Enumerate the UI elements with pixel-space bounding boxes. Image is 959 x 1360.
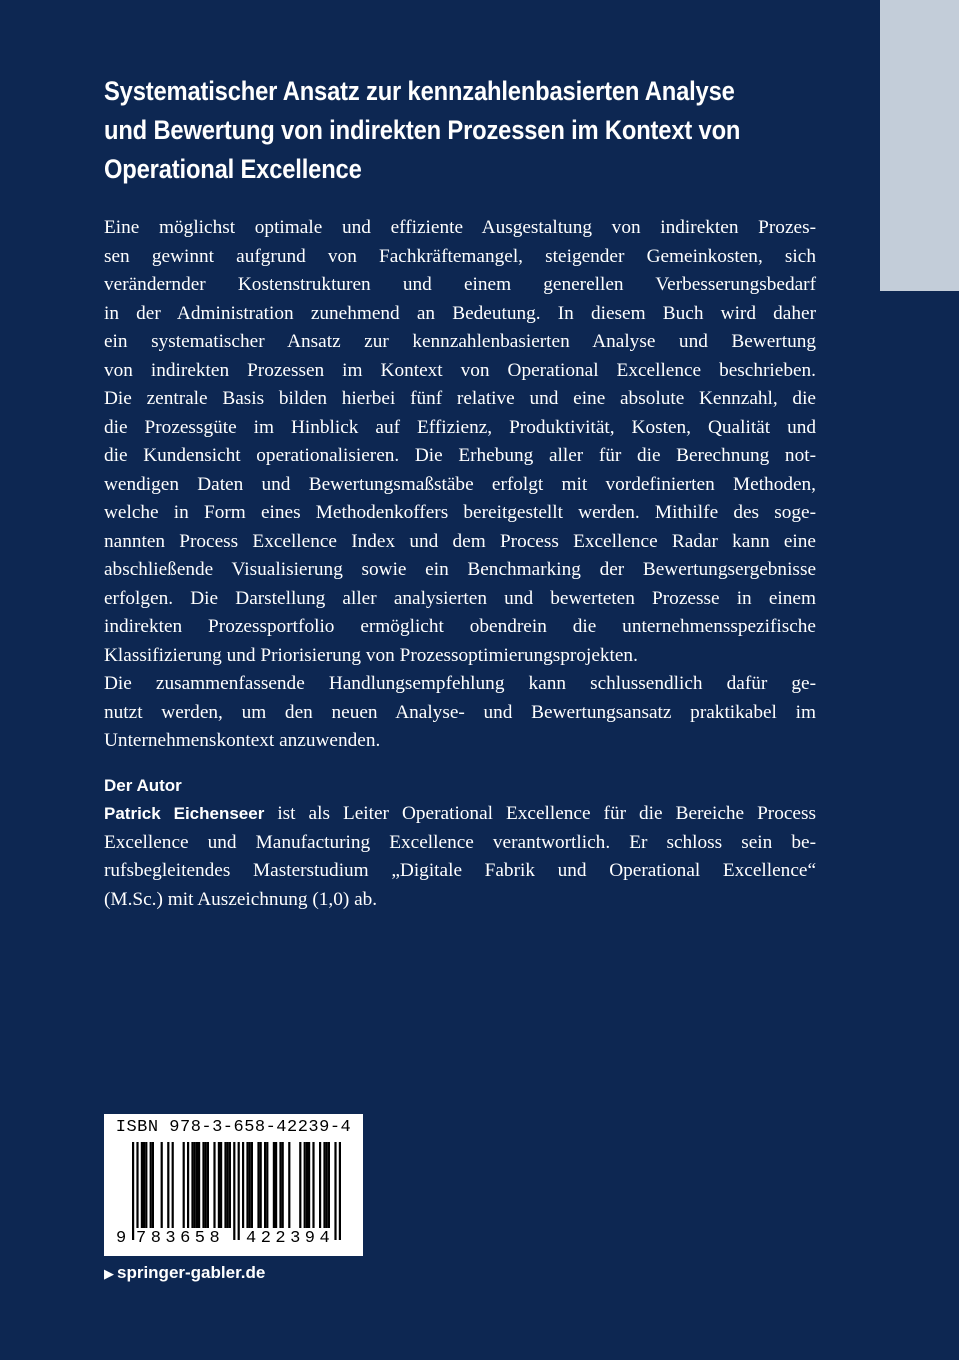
barcode-bar xyxy=(229,1142,231,1228)
publisher-website[interactable] xyxy=(104,1261,265,1286)
title-line: Systematischer Ansatz zur kennzahlenbasierten Analyse xyxy=(104,76,735,106)
author-name: Patrick Eichenseer xyxy=(104,804,265,823)
barcode-bar xyxy=(299,1142,301,1228)
author-bio-line xyxy=(104,800,816,829)
barcode-digit-group: 9 xyxy=(116,1229,127,1248)
barcode-bar xyxy=(145,1142,147,1228)
barcode-bar xyxy=(246,1142,248,1228)
title-line: und Bewertung von indirekten Prozessen im Kontext von xyxy=(104,115,741,145)
description-line: ein systematischer Ansatz zur kennzahlenbasierten Analyse und Bewertung xyxy=(104,331,816,352)
isbn-barcode xyxy=(104,1114,363,1256)
barcode-bar xyxy=(213,1142,215,1228)
barcode-digit-group: 422394 xyxy=(246,1229,335,1248)
barcode-bar xyxy=(224,1142,226,1228)
barcode-bar xyxy=(218,1142,220,1228)
author-bio-line: rufsbegleitendes Masterstudium „Digitale Fabrik und Operational Excellence“ xyxy=(104,860,816,881)
barcode-bar xyxy=(198,1142,200,1228)
barcode-bar xyxy=(132,1142,134,1240)
barcode-bar xyxy=(273,1142,275,1228)
description-line: welche in Form eines Methodenkoffers bereitgestellt werden. Mithilfe des soge- xyxy=(104,502,816,523)
description-line: Eine möglichst optimale und effiziente Ausgestaltung von indirekten Prozes- xyxy=(104,217,816,238)
author-heading: Der Autor xyxy=(104,776,182,795)
author-bio-line: Excellence und Manufacturing Excellence verantwortlich. Er schloss sein be- xyxy=(104,831,816,853)
barcode-bar xyxy=(304,1142,306,1228)
description-line: wendigen Daten und Bewertungsmaßstäbe erfolgt mit vordefinierten Methoden, xyxy=(104,473,816,495)
author-bio-line: (M.Sc.) mit Auszeichnung (1,0) ab. xyxy=(104,888,378,910)
description-line: nutzt werden, um den neuen Analyse- und Bewertungsansatz praktikabel im xyxy=(104,701,816,723)
description-line: erfolgen. Die Darstellung aller analysierten und bewerteten Prozesse in einem xyxy=(104,587,816,609)
barcode-bar xyxy=(306,1142,308,1228)
barcode-bar xyxy=(136,1142,138,1240)
author-bio-text: ist als Leiter Operational Excellence für die Bereiche Process xyxy=(264,803,816,824)
barcode-bar xyxy=(183,1142,185,1228)
barcode-digit-group: 783658 xyxy=(136,1229,225,1248)
barcode-bar xyxy=(288,1142,290,1228)
barcode-bar xyxy=(312,1142,314,1228)
barcode-bar xyxy=(143,1142,145,1228)
author-bio xyxy=(104,800,816,914)
barcode-bar xyxy=(251,1142,253,1228)
barcode-bar xyxy=(242,1142,244,1228)
barcode-bar xyxy=(319,1142,321,1228)
description-line: abschließende Visualisierung sowie ein Benchmarking der Bewertungsergebnisse xyxy=(104,559,816,580)
description-line: Die zentrale Basis bilden hierbei fünf relative und eine absolute Kennzahl, die xyxy=(104,388,816,409)
barcode-bar xyxy=(339,1142,341,1240)
description-line: verändernder Kostenstrukturen und einem generellen Verbesserungsbedarf xyxy=(104,274,816,295)
book-title xyxy=(104,72,741,189)
barcode-bar xyxy=(260,1142,262,1228)
description-line: von indirekten Prozessen im Kontext von Operational Excellence beschrieben. xyxy=(104,359,816,381)
barcode-bar xyxy=(141,1142,143,1228)
barcode-bar xyxy=(308,1142,310,1228)
barcode-bar xyxy=(326,1142,328,1228)
barcode-bar xyxy=(187,1142,189,1228)
description-line: Klassifizierung und Priorisierung von Prozessoptimierungsprojekten. xyxy=(104,644,638,666)
barcode-bar xyxy=(220,1142,222,1228)
barcode-bar xyxy=(194,1142,196,1228)
barcode-bars xyxy=(104,1142,363,1240)
barcode-bar xyxy=(328,1142,330,1228)
barcode-bar xyxy=(172,1142,174,1228)
description-line: indirekten Prozessportfolio ermöglicht obendrein die unternehmensspezifische xyxy=(104,616,816,637)
book-description xyxy=(104,214,816,756)
barcode-bar xyxy=(282,1142,284,1228)
description-line: nannten Process Excellence Index und dem Process Excellence Radar kann eine xyxy=(104,530,816,552)
barcode-bar xyxy=(233,1142,235,1240)
play-arrow-icon: ▶ xyxy=(104,1266,114,1281)
barcode-bar xyxy=(257,1142,259,1228)
title-line: Operational Excellence xyxy=(104,154,362,184)
barcode-bar xyxy=(191,1142,193,1228)
barcode-bar xyxy=(207,1142,209,1228)
barcode-bar xyxy=(152,1142,154,1228)
barcode-bar xyxy=(266,1142,268,1228)
barcode-bar xyxy=(202,1142,204,1228)
website-label: springer-gabler.de xyxy=(117,1263,266,1282)
isbn-label: ISBN 978-3-658-42239-4 xyxy=(115,1118,352,1137)
description-line: sen gewinnt aufgrund von Fachkräftemangel, steigender Gemeinkosten, sich xyxy=(104,245,816,267)
barcode-bar xyxy=(150,1142,152,1228)
barcode-bar xyxy=(161,1142,163,1228)
barcode-bar xyxy=(196,1142,198,1228)
barcode-bar xyxy=(279,1142,281,1228)
description-line: die Prozessgüte im Hinblick auf Effizienz, Produktivität, Kosten, Qualität und xyxy=(104,416,816,438)
barcode-bar xyxy=(205,1142,207,1228)
barcode-bar xyxy=(167,1142,169,1228)
barcode-bar xyxy=(323,1142,325,1228)
description-line: in der Administration zunehmend an Bedeutung. In diesem Buch wird daher xyxy=(104,302,816,324)
barcode-bar xyxy=(227,1142,229,1228)
barcode-bar xyxy=(264,1142,266,1228)
barcode-bar xyxy=(238,1142,240,1240)
barcode-bar xyxy=(275,1142,277,1228)
barcode-bar xyxy=(249,1142,251,1228)
cover-edge-tab xyxy=(880,0,959,291)
description-line: Die zusammenfassende Handlungsempfehlung kann schlussendlich dafür ge- xyxy=(104,673,816,694)
barcode-bar xyxy=(334,1142,336,1240)
description-line: die Kundensicht operationalisieren. Die Erhebung aller für die Berechnung not- xyxy=(104,445,816,466)
description-line: Unternehmenskontext anzuwenden. xyxy=(104,730,381,751)
